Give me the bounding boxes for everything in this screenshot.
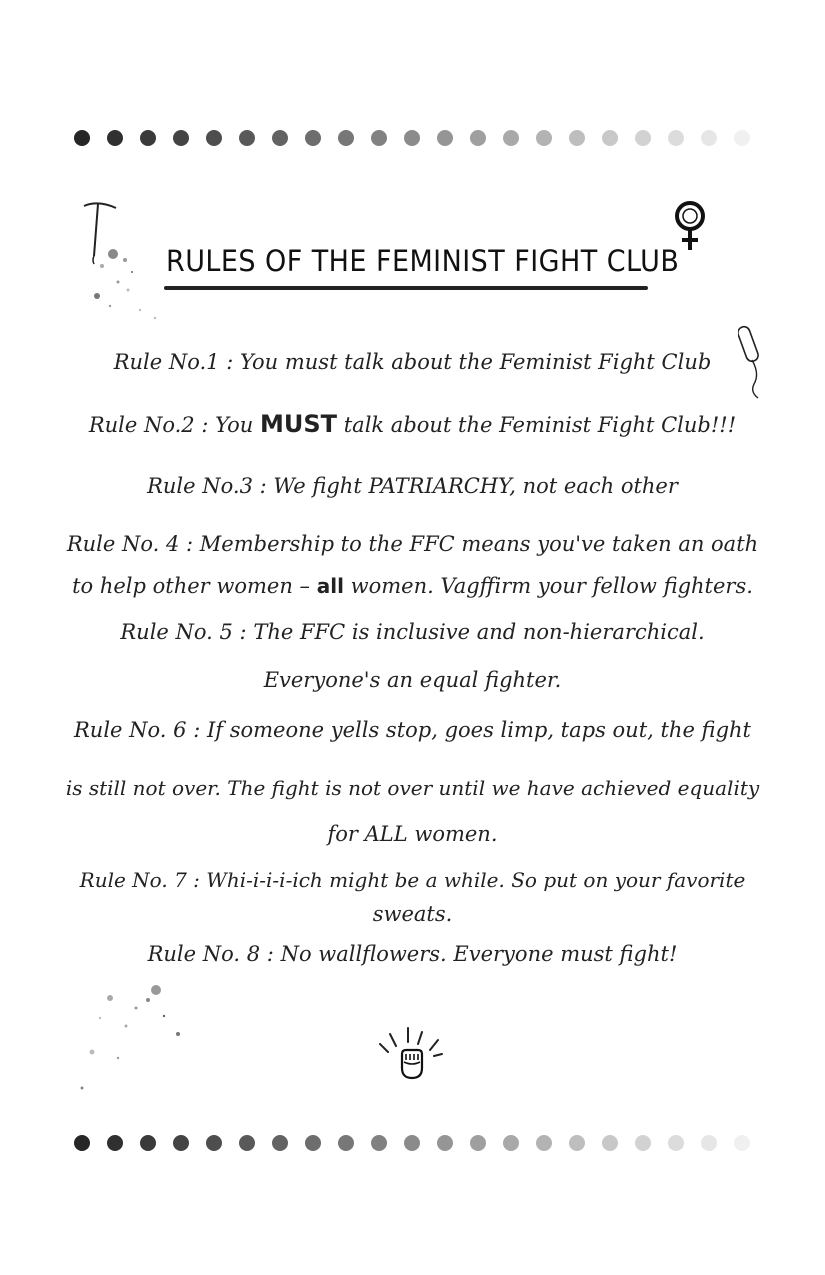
rule-text-line2: is still not over. The fight is not over until we have achieved equality: [65, 776, 760, 800]
rule-7: [0, 868, 825, 892]
border-dot: [107, 1135, 123, 1151]
rule-6: [0, 718, 825, 742]
bottom-dot-border: [72, 1133, 752, 1153]
border-dot: [338, 130, 354, 146]
rule-number-label: Rule No. 7 :: [79, 868, 200, 892]
rule-4: [0, 532, 825, 556]
rule-number-label: Rule No. 4 :: [66, 532, 194, 556]
rule-number-label: Rule No. 8 :: [147, 942, 274, 966]
rule-number-label: Rule No. 5 :: [120, 620, 247, 644]
ink-splatter: [78, 978, 198, 1098]
rule-number-label: Rule No.1 :: [113, 350, 234, 374]
rule-text: You must talk about the Feminist Fight Club: [239, 350, 712, 374]
border-dot: [74, 1135, 90, 1151]
rule-5: [0, 620, 825, 644]
rule-2: [0, 410, 825, 438]
border-dot: [404, 1135, 420, 1151]
border-dot: [404, 130, 420, 146]
border-dot: [272, 130, 288, 146]
dot-row-graphic: [72, 1133, 752, 1153]
rule-text-line2: Everyone's an equal fighter.: [263, 668, 562, 692]
rule-text-line3: for ALL women.: [327, 822, 498, 846]
raised-fist-icon: [374, 1024, 448, 1084]
rule-5-continued: [0, 668, 825, 692]
iud-icon: [80, 198, 170, 328]
border-dot: [503, 1135, 519, 1151]
border-dot: [239, 1135, 255, 1151]
border-dot: [635, 130, 651, 146]
title-underline: [164, 286, 648, 290]
border-dot: [701, 1135, 717, 1151]
border-dot: [668, 1135, 684, 1151]
dot-row-graphic: [72, 128, 752, 148]
border-dot: [470, 130, 486, 146]
border-dot: [470, 1135, 486, 1151]
border-dot: [734, 1135, 750, 1151]
rule-emphasis: MUST: [260, 410, 338, 438]
border-dot: [701, 130, 717, 146]
border-dot: [173, 130, 189, 146]
rule-text: No wallflowers. Everyone must fight!: [280, 942, 678, 966]
border-dot: [272, 1135, 288, 1151]
border-dot: [536, 130, 552, 146]
border-dot: [305, 1135, 321, 1151]
rule-text-after: talk about the Feminist Fight Club!!!: [343, 413, 737, 437]
border-dot: [437, 130, 453, 146]
rule-number-label: Rule No.3 :: [147, 474, 267, 498]
border-dot: [503, 130, 519, 146]
rule-text-line2-after: women. Vagffirm your fellow fighters.: [350, 574, 753, 598]
rule-text-line2: sweats.: [372, 902, 453, 926]
rule-number-label: Rule No. 6 :: [74, 718, 201, 742]
rule-6-continued: [0, 776, 825, 800]
rule-text-line1: Membership to the FFC means you've taken an oath: [199, 532, 759, 556]
border-dot: [206, 130, 222, 146]
rule-6-continued-2: [0, 822, 825, 846]
border-dot: [734, 130, 750, 146]
border-dot: [602, 1135, 618, 1151]
rule-8: [0, 942, 825, 966]
rule-4-continued: [0, 574, 825, 598]
rule-text: We fight PATRIARCHY, not each other: [273, 474, 678, 498]
border-dot: [173, 1135, 189, 1151]
border-dot: [338, 1135, 354, 1151]
border-dot: [536, 1135, 552, 1151]
border-dot: [668, 130, 684, 146]
rule-text-line2-before: to help other women –: [72, 574, 311, 598]
rule-number-label: Rule No.2 :: [88, 413, 209, 437]
border-dot: [305, 130, 321, 146]
border-dot: [371, 1135, 387, 1151]
border-dot: [437, 1135, 453, 1151]
border-dot: [239, 130, 255, 146]
border-dot: [140, 1135, 156, 1151]
rule-emphasis: all: [316, 574, 344, 598]
border-dot: [602, 130, 618, 146]
page-title: RULES OF THE FEMINIST FIGHT CLUB: [166, 244, 680, 278]
rule-text-line1: If someone yells stop, goes limp, taps out, the fight: [206, 718, 751, 742]
border-dot: [74, 130, 90, 146]
border-dot: [206, 1135, 222, 1151]
border-dot: [371, 130, 387, 146]
top-dot-border: [72, 128, 752, 148]
rule-text-line1: Whi-i-i-i-ich might be a while. So put on your favorite: [206, 868, 746, 892]
rule-7-continued: [0, 902, 825, 926]
rule-3: [0, 474, 825, 498]
rule-text-before: You: [215, 413, 254, 437]
border-dot: [635, 1135, 651, 1151]
border-dot: [140, 130, 156, 146]
border-dot: [107, 130, 123, 146]
rule-text-line1: The FFC is inclusive and non-hierarchical.: [253, 620, 705, 644]
border-dot: [569, 130, 585, 146]
border-dot: [569, 1135, 585, 1151]
rule-1: [0, 350, 825, 374]
